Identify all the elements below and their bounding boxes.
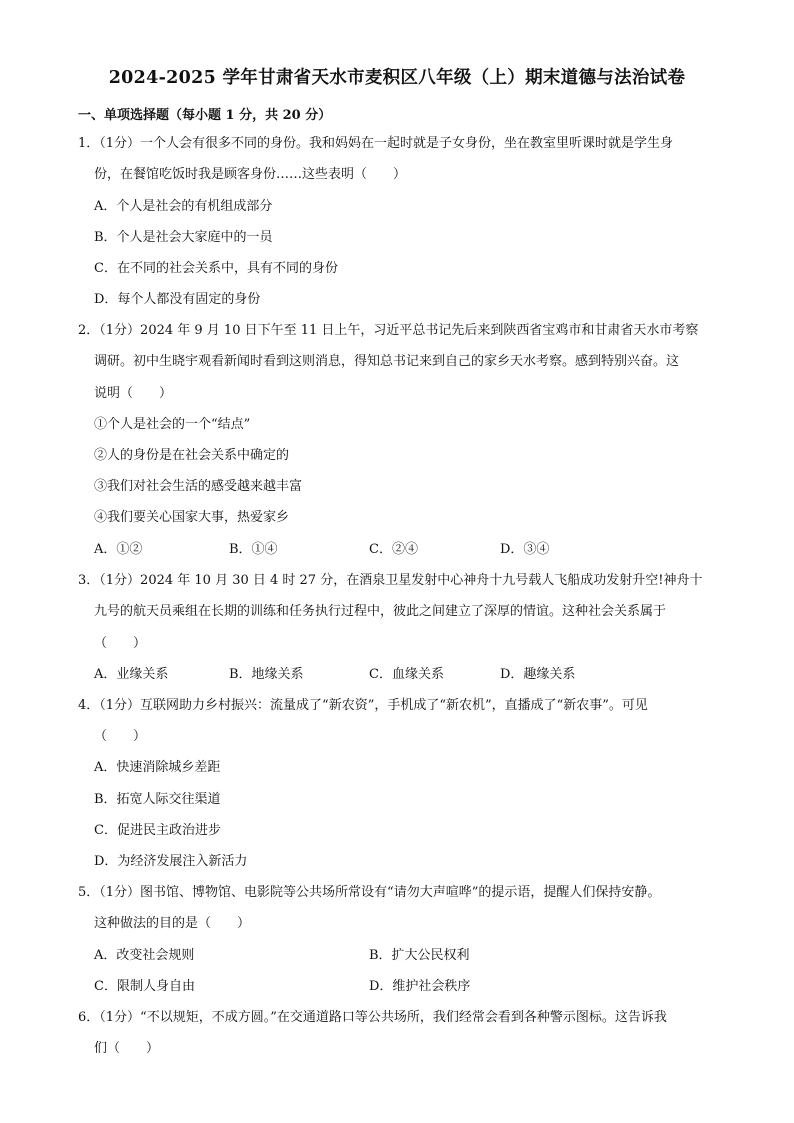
q2-statement-3: ③我们对社会生活的感受越来越丰富 [94,479,303,494]
section-heading: 一、单项选择题（每小题 1 分，共 20 分） [78,108,332,123]
q1-option-d: D．每个人都没有固定的身份 [94,292,261,307]
q1-option-a: A．个人是社会的有机组成部分 [94,199,273,214]
q2-option-a: A．①② [94,542,143,557]
q3-stem-line2: 九号的航天员乘组在长期的训练和任务执行过程中，彼此之间建立了深厚的情谊。这种社会关系属于 [94,604,667,619]
q2-stem-line2: 调研。初中生晓宇观看新闻时看到这则消息，得知总书记来到自己的家乡天水考察。感到特别兴奋。这 [94,354,680,369]
q3-option-a: A．业缘关系 [94,667,169,682]
q2-statement-1: ①个人是社会的一个“结点” [94,417,251,432]
q5-option-b: B．扩大公民权利 [369,948,470,963]
q5-option-c: C．限制人身自由 [94,979,195,994]
q5-stem-line1: 5．（1分）图书馆、博物馆、电影院等公共场所常设有“请勿大声喧哗”的提示语，提醒人们保持安静。 [78,885,661,900]
q3-option-b: B．地缘关系 [229,667,304,682]
q2-statement-4: ④我们要关心国家大事，热爱家乡 [94,510,290,525]
q4-option-d: D．为经济发展注入新活力 [94,854,248,869]
exam-title: 2024-2025 学年甘肃省天水市麦积区八年级（上）期末道德与法治试卷 [108,68,686,88]
q5-option-d: D．维护社会秩序 [369,979,471,994]
q1-option-b: B．个人是社会大家庭中的一员 [94,230,273,245]
q2-stem-line1: 2．（1分）2024 年 9 月 10 日下午至 11 日上午，习近平总书记先后来到陕西省宝鸡市和甘肃省天水市考察 [78,323,699,338]
q5-option-a: A．改变社会规则 [94,948,195,963]
q2-stem-line3: 说明（ ） [94,386,173,401]
q5-stem-line2: 这种做法的目的是（ ） [94,916,251,931]
q4-option-b: B．拓宽人际交往渠道 [94,792,221,807]
q6-stem-line1: 6．（1分）“不以规矩，不成方圆。”在交通道路口等公共场所，我们经常会看到各种警示图标。这告诉我 [78,1010,667,1025]
q4-stem-line2: （ ） [94,729,147,744]
q4-option-a: A．快速消除城乡差距 [94,760,221,775]
q4-option-c: C．促进民主政治进步 [94,823,221,838]
q1-stem-line2: 份，在餐馆吃饭时我是顾客身份……这些表明（ ） [94,167,407,182]
q3-option-c: C．血缘关系 [369,667,444,682]
q2-option-b: B．①④ [229,542,278,557]
q3-stem-line1: 3．（1分）2024 年 10 月 30 日 4 时 27 分，在酒泉卫星发射中心神舟十九号载人飞船成功发射升空!神舟十 [78,573,703,588]
q2-option-c: C．②④ [369,542,418,557]
q1-stem-line1: 1．（1分）一个人会有很多不同的身份。我和妈妈在一起时就是子女身份，坐在教室里听课时就是学生身 [78,136,674,151]
q4-stem-line1: 4．（1分）互联网助力乡村振兴：流量成了“新农资”，手机成了“新农机”，直播成了“新农事”。可见 [78,698,648,713]
q1-option-c: C．在不同的社会关系中，具有不同的身份 [94,261,338,276]
q3-stem-line3: （ ） [94,636,147,651]
q3-option-d: D．趣缘关系 [500,667,576,682]
q2-option-d: D．③④ [500,542,550,557]
q2-statement-2: ②人的身份是在社会关系中确定的 [94,448,290,463]
q6-stem-line2: 们（ ） [94,1041,160,1056]
